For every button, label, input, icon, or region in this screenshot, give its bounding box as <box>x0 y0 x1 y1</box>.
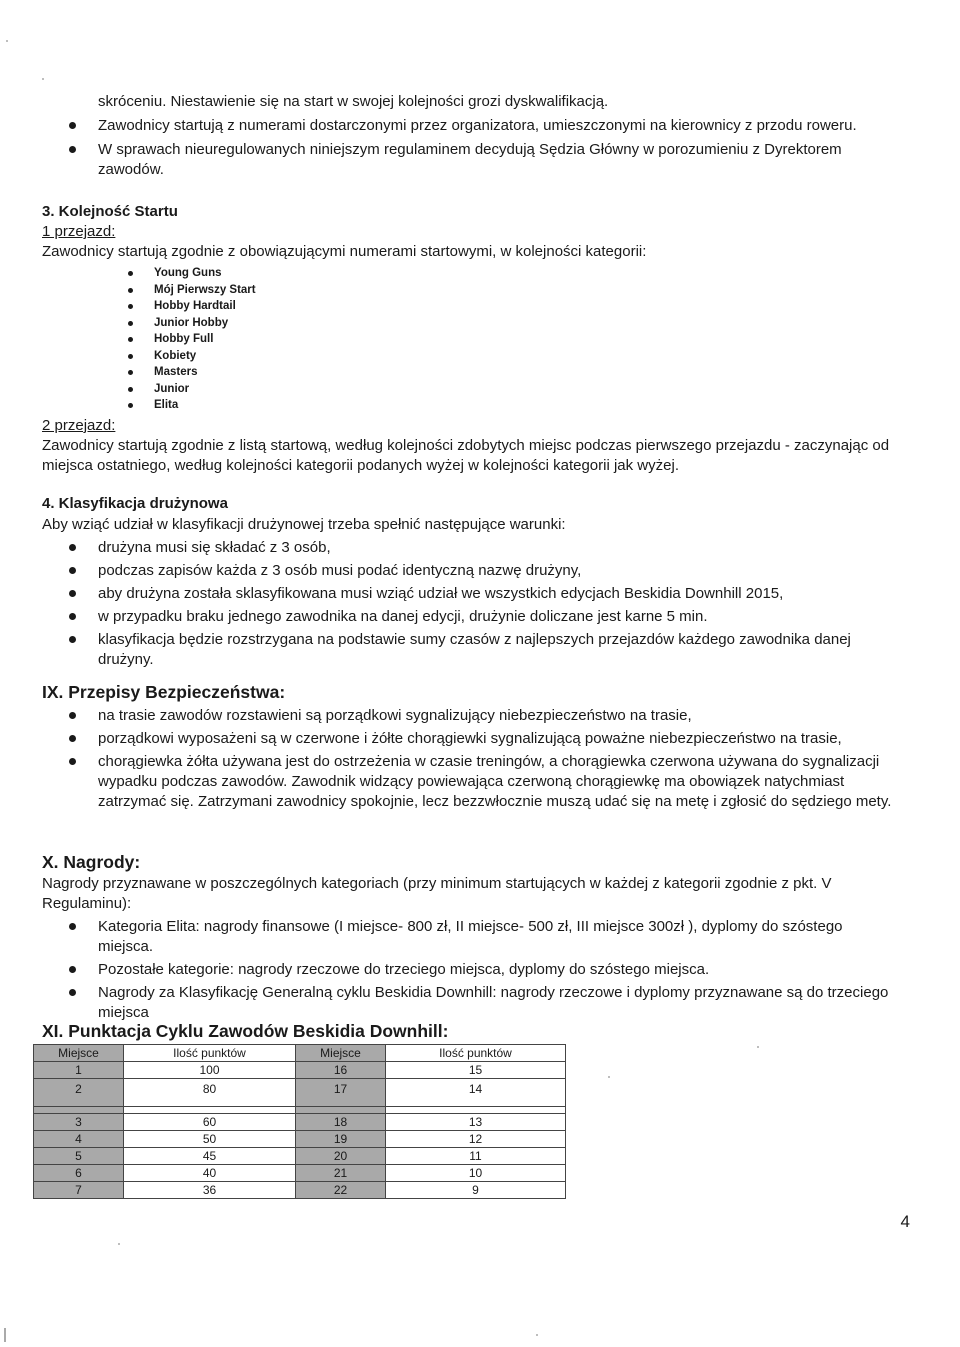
scan-speck <box>4 1328 6 1342</box>
table-cell: 9 <box>386 1182 566 1199</box>
run1-text: Zawodnicy startują zgodnie z obowiązującymi numerami startowymi, w kolejności kategorii: <box>42 243 647 260</box>
run1-label: 1 przejazd: <box>42 223 116 240</box>
team-bullet-list <box>42 538 892 670</box>
list-item: porządkowi wyposażeni są w czerwone i żółte chorągiewki sygnalizującą poważne niebezpieczeństwo na trasie, <box>42 729 892 749</box>
list-item: Hobby Hardtail <box>42 298 892 315</box>
scan-speck <box>42 78 44 80</box>
table-header: Miejsce <box>296 1045 386 1062</box>
table-row <box>34 1182 566 1199</box>
table-cell: 11 <box>386 1148 566 1165</box>
list-item: Kobiety <box>42 348 892 365</box>
scan-speck <box>536 1334 538 1336</box>
table-spacer-row <box>34 1107 566 1114</box>
table-cell: 13 <box>386 1114 566 1131</box>
list-item: chorągiewka żółta używana jest do ostrzeżenia w czasie treningów, a chorągiewka czerwona używana do sygnalizacji wypadku podczas zawodów. Zawodnik widzący powiewająca czerwoną chorągiewkę ma obowiązek natychmiast zatrzymać się. Zatrzymani zawodnicy spokojnie, lecz bezzwłocznie muszą udać się na metę i zgłosić do sędziego mety. <box>42 752 892 812</box>
table-header: Ilość punktów <box>386 1045 566 1062</box>
list-item: Nagrody za Klasyfikację Generalną cyklu Beskidia Downhill: nagrody rzeczowe i dyplomy przyznawane są do trzeciego miejsca <box>42 983 892 1023</box>
table-header: Ilość punktów <box>124 1045 296 1062</box>
points-table <box>33 1044 566 1199</box>
list-item: Masters <box>42 364 892 381</box>
scan-speck <box>118 1243 120 1245</box>
safety-bullet-list <box>42 706 892 812</box>
section-start-order <box>42 202 892 476</box>
table-cell: 18 <box>296 1114 386 1131</box>
scan-speck <box>6 40 8 42</box>
list-item: aby drużyna została sklasyfikowana musi wziąć udział we wszystkich edycjach Beskidia Downhill 2015, <box>42 584 892 604</box>
list-item: Kategoria Elita: nagrody finansowe (I miejsce- 800 zł, II miejsce- 500 zł, III miejsce 300zł ), dyplomy do szóstego miejsca. <box>42 917 892 957</box>
list-item: Hobby Full <box>42 331 892 348</box>
table-row <box>34 1131 566 1148</box>
table-cell: 21 <box>296 1165 386 1182</box>
list-item: w przypadku braku jednego zawodnika na danej edycji, drużynie doliczane jest karne 5 min. <box>42 607 892 627</box>
list-item: Young Guns <box>42 265 892 282</box>
scan-speck <box>608 1076 610 1078</box>
table-cell: 17 <box>296 1079 386 1107</box>
table-cell: 45 <box>124 1148 296 1165</box>
table-cell: 36 <box>124 1182 296 1199</box>
list-item: Zawodnicy startują z numerami dostarczonymi przez organizatora, umieszczonymi na kierownicy z przodu roweru. <box>42 116 892 136</box>
table-cell: 22 <box>296 1182 386 1199</box>
table-row <box>34 1165 566 1182</box>
table-cell: 16 <box>296 1062 386 1079</box>
section-intro: Nagrody przyznawane w poszczególnych kategoriach (przy minimum startujących w każdej z kategorii zgodnie z pkt. V Regulaminu): <box>42 875 832 912</box>
table-cell: 80 <box>124 1079 296 1107</box>
table-cell: 7 <box>34 1182 124 1199</box>
section-points <box>42 1020 892 1042</box>
table-cell: 100 <box>124 1062 296 1079</box>
scan-speck <box>757 1046 759 1048</box>
top-section <box>42 92 892 180</box>
table-row <box>34 1114 566 1131</box>
table-cell: 5 <box>34 1148 124 1165</box>
table-cell: 50 <box>124 1131 296 1148</box>
list-item: drużyna musi się składać z 3 osób, <box>42 538 892 558</box>
table-cell: 4 <box>34 1131 124 1148</box>
table-cell: 2 <box>34 1079 124 1107</box>
table-cell: 19 <box>296 1131 386 1148</box>
table-row <box>34 1079 566 1107</box>
section-intro: Aby wziąć udział w klasyfikacji drużynowej trzeba spełnić następujące warunki: <box>42 516 566 533</box>
top-bullet-list <box>42 116 892 180</box>
table-cell: 14 <box>386 1079 566 1107</box>
section-heading: 3. Kolejność Startu <box>42 203 178 220</box>
list-item: W sprawach nieuregulowanych niniejszym regulaminem decydują Sędzia Główny w porozumieniu z Dyrektorem zawodów. <box>42 140 892 180</box>
list-item: podczas zapisów każda z 3 osób musi podać identyczną nazwę drużyny, <box>42 561 892 581</box>
section-heading: XI. Punktacja Cyklu Zawodów Beskidia Downhill: <box>42 1021 449 1041</box>
section-heading: 4. Klasyfikacja drużynowa <box>42 495 228 512</box>
table-cell: 6 <box>34 1165 124 1182</box>
list-item: klasyfikacja będzie rozstrzygana na podstawie sumy czasów z najlepszych przejazdów każdego zawodnika danej drużyny. <box>42 630 892 670</box>
table-cell: 40 <box>124 1165 296 1182</box>
table-cell: 60 <box>124 1114 296 1131</box>
section-team-classification <box>42 494 892 670</box>
table-cell: 10 <box>386 1165 566 1182</box>
table-header: Miejsce <box>34 1045 124 1062</box>
category-list <box>42 265 892 414</box>
table-row <box>34 1148 566 1165</box>
section-safety <box>42 681 892 812</box>
list-item: Elita <box>42 397 892 414</box>
table-cell: 12 <box>386 1131 566 1148</box>
run2-text: Zawodnicy startują zgodnie z listą startową, według kolejności zdobytych miejsc podczas pierwszego przejazdu - zaczynając od miejsca ostatniego, według kolejności kategorii podanych wyżej w kolejności kategorii jak wyżej. <box>42 436 890 474</box>
table-row <box>34 1062 566 1079</box>
list-item: Mój Pierwszy Start <box>42 282 892 299</box>
list-item: Junior <box>42 381 892 398</box>
run2-label: 2 przejazd: <box>42 416 116 434</box>
page-number: 4 <box>900 1212 910 1231</box>
section-heading: X. Nagrody: <box>42 852 141 872</box>
section-prizes <box>42 851 892 1023</box>
continuation-text: skróceniu. Niestawienie się na start w swojej kolejności grozi dyskwalifikacją. <box>98 93 609 110</box>
table-cell: 1 <box>34 1062 124 1079</box>
list-item: na trasie zawodów rozstawieni są porządkowi sygnalizujący niebezpieczeństwo na trasie, <box>42 706 892 726</box>
prizes-bullet-list <box>42 917 892 1023</box>
section-heading: IX. Przepisy Bezpieczeństwa: <box>42 682 286 702</box>
list-item: Junior Hobby <box>42 315 892 332</box>
table-header-row <box>34 1045 566 1062</box>
table-cell: 3 <box>34 1114 124 1131</box>
table-cell: 15 <box>386 1062 566 1079</box>
table-cell: 20 <box>296 1148 386 1165</box>
list-item: Pozostałe kategorie: nagrody rzeczowe do trzeciego miejsca, dyplomy do szóstego miejsca. <box>42 960 892 980</box>
